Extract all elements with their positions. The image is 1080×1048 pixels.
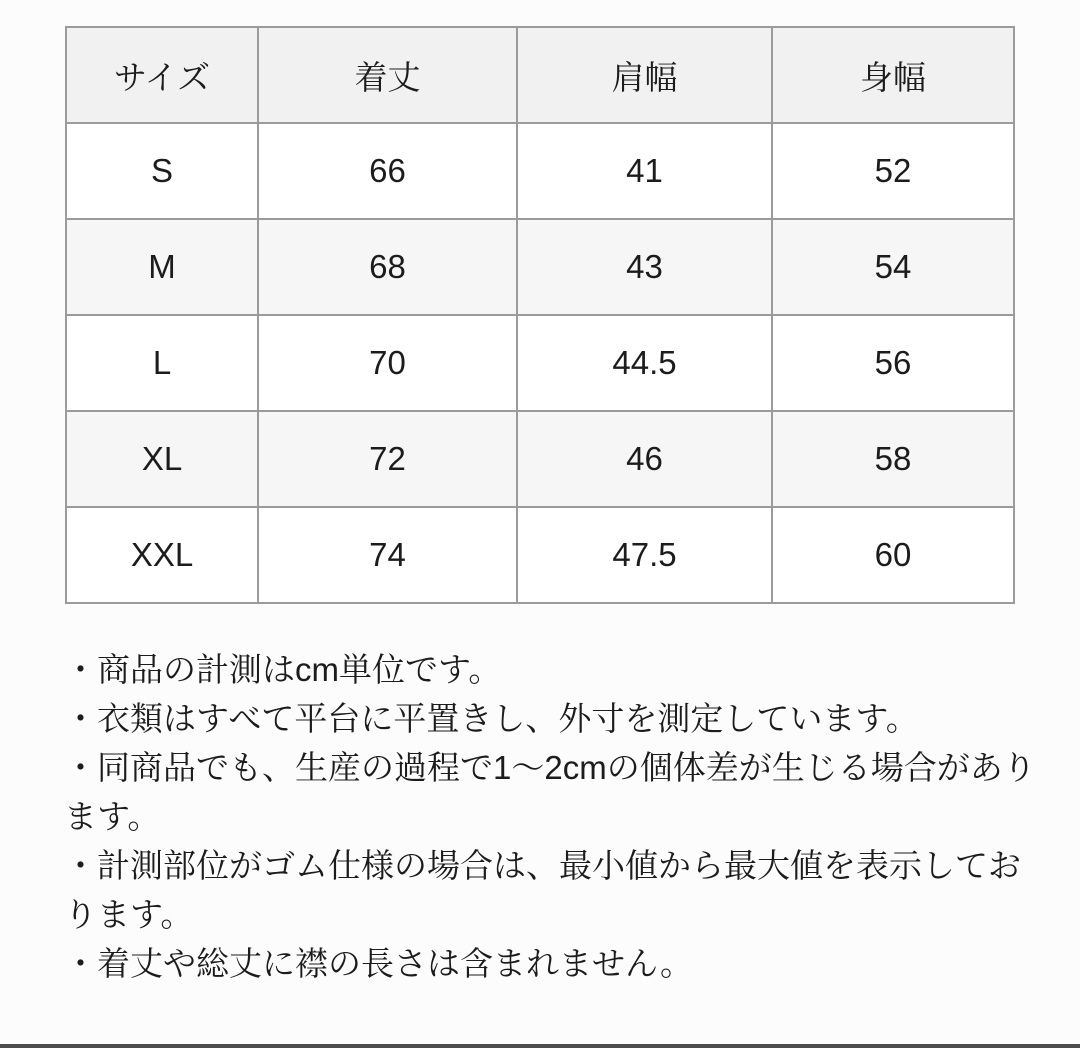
size-label-cell: M	[66, 219, 258, 315]
size-label-cell: XXL	[66, 507, 258, 603]
value-cell: 74	[258, 507, 517, 603]
table-row-l	[66, 315, 1014, 411]
note-individual-difference: ・同商品でも、生産の過程で1〜2cmの個体差が生じる場合があり	[64, 749, 1036, 786]
note-elastic-parts-2: ります。	[64, 896, 194, 933]
col-header-size: サイズ	[66, 27, 258, 123]
measurement-notes	[64, 645, 1036, 988]
header-row	[66, 27, 1014, 123]
value-cell: 56	[772, 315, 1014, 411]
value-cell: 41	[517, 123, 772, 219]
value-cell: 58	[772, 411, 1014, 507]
value-cell: 70	[258, 315, 517, 411]
table-row-xxl	[66, 507, 1014, 603]
table-row-s	[66, 123, 1014, 219]
value-cell: 46	[517, 411, 772, 507]
size-label-cell: S	[66, 123, 258, 219]
value-cell: 60	[772, 507, 1014, 603]
size-table-body	[66, 123, 1014, 603]
value-cell: 68	[258, 219, 517, 315]
value-cell: 66	[258, 123, 517, 219]
value-cell: 52	[772, 123, 1014, 219]
size-table	[65, 26, 1015, 604]
size-label-cell: XL	[66, 411, 258, 507]
value-cell: 43	[517, 219, 772, 315]
size-table-header	[66, 27, 1014, 123]
table-row-m	[66, 219, 1014, 315]
value-cell: 47.5	[517, 507, 772, 603]
table-row-xl	[66, 411, 1014, 507]
value-cell: 54	[772, 219, 1014, 315]
value-cell: 72	[258, 411, 517, 507]
note-individual-difference-2: ます。	[64, 798, 161, 835]
note-collar-length: ・着丈や総丈に襟の長さは含まれません。	[64, 945, 693, 982]
bottom-edge-bar	[0, 1044, 1080, 1048]
note-unit: ・商品の計測はcm単位です。	[64, 651, 502, 688]
note-flat-measurement: ・衣類はすべて平台に平置きし、外寸を測定しています。	[64, 700, 919, 737]
value-cell: 44.5	[517, 315, 772, 411]
col-header-body-width: 身幅	[772, 27, 1014, 123]
col-header-body-length: 着丈	[258, 27, 517, 123]
size-label-cell: L	[66, 315, 258, 411]
note-elastic-parts: ・計測部位がゴム仕様の場合は、最小値から最大値を表示してお	[64, 847, 1021, 884]
col-header-shoulder-width: 肩幅	[517, 27, 772, 123]
